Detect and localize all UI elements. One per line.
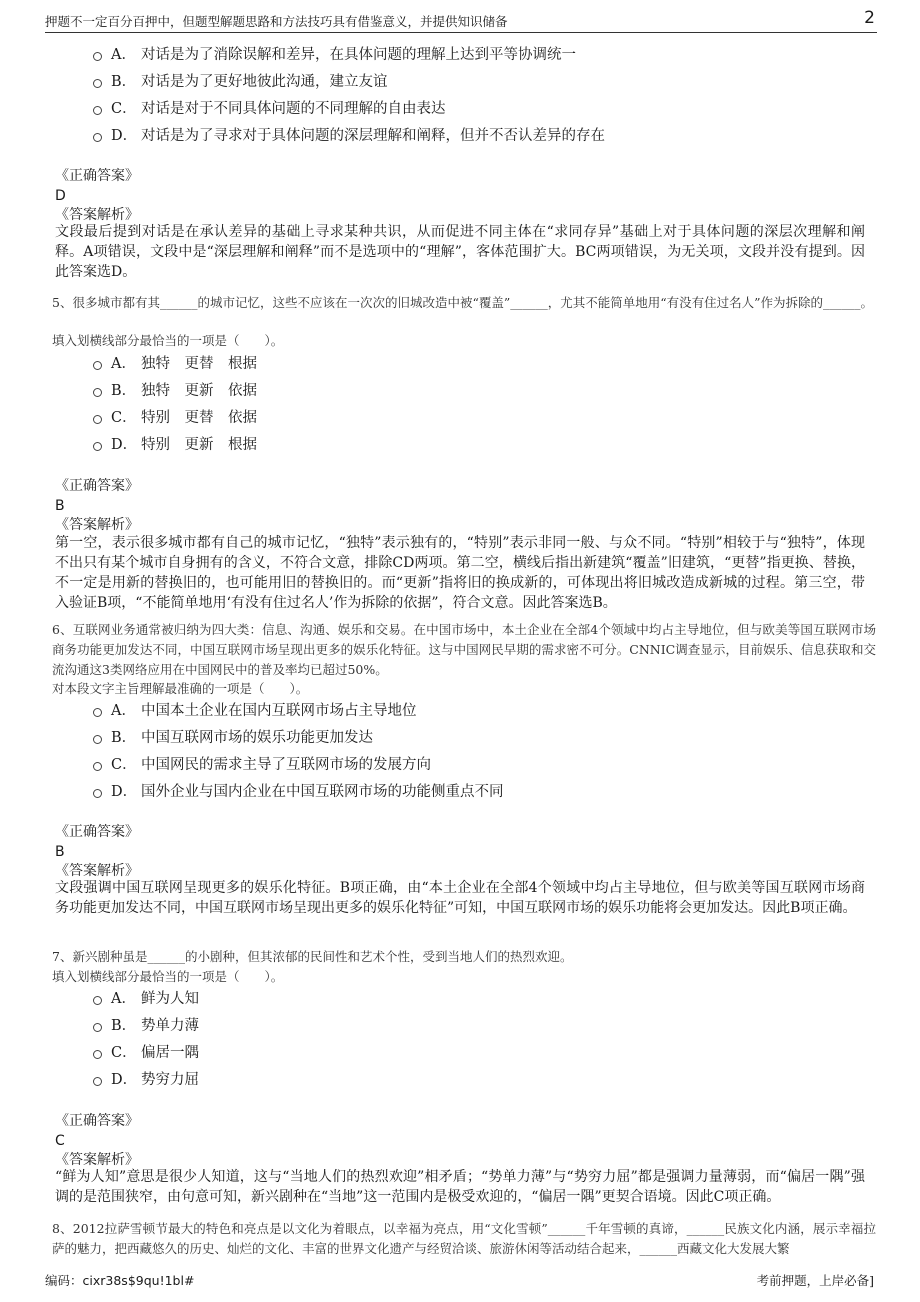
- q7-option-b[interactable]: B． 势单力薄: [93, 1015, 199, 1037]
- q6-answer-tag: 《正确答案》: [55, 824, 139, 840]
- q5-answer: B: [55, 498, 65, 514]
- q4-explanation: 文段最后提到对话是在承认差异的基础上寻求某种共识，从而促进不同主体在“求同存异”基础上对于具体问题的深层次理解和阐释。A项错误，文段中是“深层理解和阐释”而不是选项中的“理解”，客体范围扩大。BC两项错误，为无关项，文段并没有提到。因此答案选D。: [55, 224, 865, 280]
- q7-answer: C: [55, 1133, 65, 1149]
- radio-icon[interactable]: [93, 1077, 102, 1086]
- radio-icon[interactable]: [93, 996, 102, 1005]
- q6-option-c[interactable]: C． 中国网民的需求主导了互联网市场的发展方向: [93, 754, 431, 776]
- q5-option-a[interactable]: A． 独特 更替 根据: [93, 353, 257, 375]
- page-number: 2: [864, 8, 875, 28]
- q6-answer: B: [55, 844, 65, 860]
- q6-option-d[interactable]: D． 国外企业与国内企业在中国互联网市场的功能侧重点不同: [93, 781, 504, 803]
- radio-icon[interactable]: [93, 762, 102, 771]
- header-text: 押题不一定百分百押中，但题型解题思路和方法技巧具有借鉴意义，并提供知识储备: [45, 14, 508, 29]
- radio-icon[interactable]: [93, 1023, 102, 1032]
- q5-explanation: 第一空，表示很多城市都有自己的城市记忆，“独特”表示独有的，“特别”表示非同一般、与众不同。“特别”相较于与“独特”，体现不出只有某个城市自身拥有的含义，不符合文意，排除CD两项。第二空，横线后指出新建筑“覆盖”旧建筑，“更替”指更换、替换，不一定是用新的替换旧的，也可能用旧的替换旧的。而“更新”指将旧的换成新的，可体现出将旧城改造成新城的过程。第三空，带入验证B项，“不能简单地用‘有没有住过名人’作为拆除的依据”，符合文意。因此答案选B。: [55, 535, 865, 611]
- radio-icon[interactable]: [93, 106, 102, 115]
- q7-answer-tag: 《正确答案》: [55, 1113, 139, 1129]
- radio-icon[interactable]: [93, 361, 102, 370]
- q4-option-d[interactable]: D． 对话是为了寻求对于具体问题的深层理解和阐释，但并不否认差异的存在: [93, 125, 605, 147]
- radio-icon[interactable]: [93, 415, 102, 424]
- q7-prompt: 填入划横线部分最恰当的一项是（ ）。: [52, 969, 284, 984]
- footer-code: [45, 1271, 194, 1289]
- q4-option-b[interactable]: B． 对话是为了更好地彼此沟通，建立友谊: [93, 71, 388, 93]
- radio-icon[interactable]: [93, 52, 102, 61]
- q5-prompt: 填入划横线部分最恰当的一项是（ ）。: [52, 333, 284, 348]
- q4-option-a[interactable]: A． 对话是为了消除误解和差异，在具体问题的理解上达到平等协调统一: [93, 44, 576, 66]
- q6-explanation: 文段强调中国互联网呈现更多的娱乐化特征。B项正确，由“本土企业在全部4个领域中均占主导地位，但与欧美等国互联网市场商务功能更加发达不同，中国互联网市场呈现出更多的娱乐化特征”可知，中国互联网市场的娱乐功能将会更加发达。因此B项正确。: [55, 880, 865, 916]
- q7-explanation: “鲜为人知”意思是很少人知道，这与“当地人们的热烈欢迎”相矛盾；“势单力薄”与“势穷力屈”都是强调力量薄弱，而“偏居一隅”强调的是范围狭窄，由句意可知，新兴剧种在“当地”这一范围内是极受欢迎的，“偏居一隅”更契合语境。因此C项正确。: [55, 1169, 865, 1205]
- radio-icon[interactable]: [93, 708, 102, 717]
- q4-explain-tag: 《答案解析》: [55, 207, 139, 223]
- q8-stem: 8、2012拉萨雪顿节最大的特色和亮点是以文化为着眼点，以幸福为亮点，用“文化雪顿”______千年雪顿的真谛，______民族文化内涵，展示幸福拉萨的魅力，把西藏悠久的历史、灿烂的文化、丰富的世界文化遗产与经贸洽谈、旅游休闲等活动结合起来，______西藏文化大发展大繁: [52, 1221, 876, 1256]
- radio-icon[interactable]: [93, 133, 102, 142]
- footer-code-label: 编码：: [45, 1273, 83, 1288]
- q6-option-a[interactable]: A． 中国本土企业在国内互联网市场占主导地位: [93, 700, 417, 722]
- radio-icon[interactable]: [93, 1050, 102, 1059]
- radio-icon[interactable]: [93, 442, 102, 451]
- q6-stem: 6、互联网业务通常被归纳为四大类：信息、沟通、娱乐和交易。在中国市场中，本土企业在全部4个领域中均占主导地位，但与欧美等国互联网市场商务功能更加发达不同，中国互联网市场呈现出更多的娱乐化特征。这与中国网民早期的需求密不可分。CNNIC调查显示，目前娱乐、信息获取和交流沟通这3类网络应用在中国网民中的普及率均已超过50%。: [52, 622, 876, 677]
- q6-explain-tag: 《答案解析》: [55, 863, 139, 879]
- footer-slogan: 考前押题，上岸必备]: [756, 1273, 874, 1288]
- q5-option-c[interactable]: C． 特别 更替 依据: [93, 407, 257, 429]
- footer-code-value: cixr38s$9qu!1bl#: [82, 1273, 195, 1288]
- q7-option-a[interactable]: A． 鲜为人知: [93, 988, 199, 1010]
- q5-stem: 5、很多城市都有其______的城市记忆，这些不应该在一次次的旧城改造中被“覆盖”______，尤其不能简单地用“有没有住过名人”作为拆除的______。: [52, 295, 874, 310]
- q4-answer-tag: 《正确答案》: [55, 168, 139, 184]
- q4-answer: D: [55, 188, 66, 204]
- q7-option-c[interactable]: C． 偏居一隅: [93, 1042, 199, 1064]
- q6-option-b[interactable]: B． 中国互联网市场的娱乐功能更加发达: [93, 727, 373, 749]
- radio-icon[interactable]: [93, 789, 102, 798]
- page-header: [45, 8, 877, 33]
- radio-icon[interactable]: [93, 388, 102, 397]
- q7-explain-tag: 《答案解析》: [55, 1152, 139, 1168]
- q7-stem: 7、新兴剧种虽是______的小剧种，但其浓郁的民间性和艺术个性，受到当地人们的热烈欢迎。: [52, 949, 573, 964]
- q6-prompt: 对本段文字主旨理解最准确的一项是（ ）。: [52, 681, 309, 696]
- q5-option-d[interactable]: D． 特别 更新 根据: [93, 434, 257, 456]
- q4-option-c[interactable]: C． 对话是对于不同具体问题的不同理解的自由表达: [93, 98, 446, 120]
- radio-icon[interactable]: [93, 735, 102, 744]
- q7-option-d[interactable]: D． 势穷力屈: [93, 1069, 199, 1091]
- q5-answer-tag: 《正确答案》: [55, 478, 139, 494]
- radio-icon[interactable]: [93, 79, 102, 88]
- q5-explain-tag: 《答案解析》: [55, 517, 139, 533]
- q5-option-b[interactable]: B． 独特 更新 依据: [93, 380, 257, 402]
